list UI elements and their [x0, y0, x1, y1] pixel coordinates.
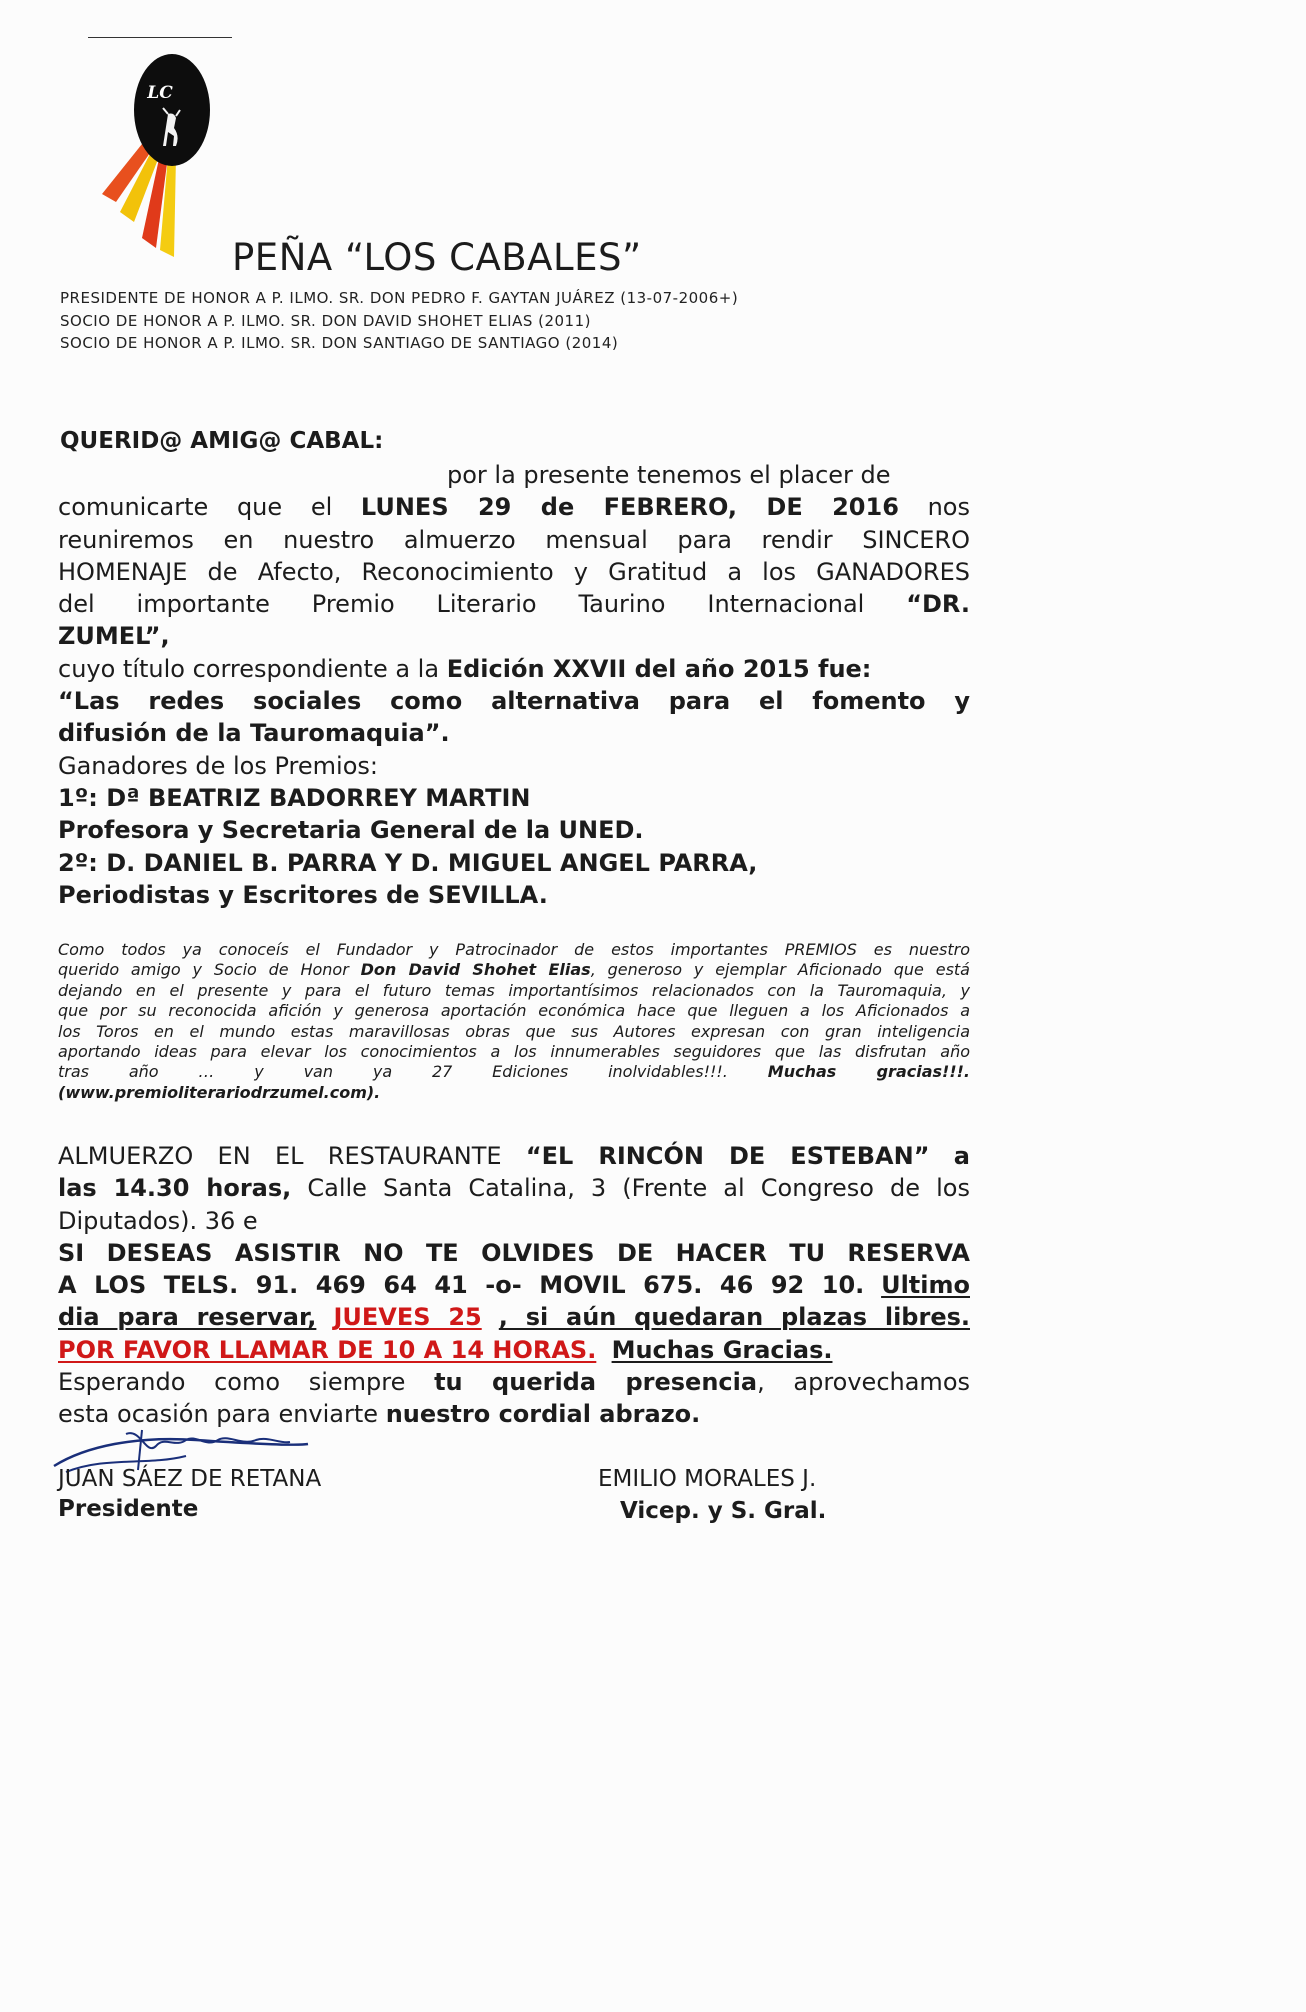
- intro-line-2: [58, 491, 970, 523]
- prize-intro: del importante Premio Literario Taurino Internacional: [58, 590, 865, 619]
- greeting: QUERID@ AMIG@ CABAL:: [60, 428, 384, 454]
- thanks-note: Muchas Gracias.: [611, 1335, 833, 1364]
- tribute-line-7: [58, 1062, 970, 1082]
- top-rule: [88, 37, 232, 38]
- intro-text: comunicarte que el: [58, 493, 333, 522]
- body-line-7: [58, 653, 970, 685]
- closing-text-end: , aprovechamos: [757, 1368, 971, 1397]
- founder-name: Don David Shohet Elias: [360, 960, 591, 980]
- honor-line-socio-santiago: SOCIO DE HONOR A P. ILMO. SR. DON SANTIAGO DE SANTIAGO (2014): [60, 334, 619, 352]
- phone-numbers: A LOS TELS. 91. 469 64 41 -o- MOVIL 675. 46 92 10.: [58, 1271, 865, 1300]
- vice-president-name: EMILIO MORALES J.: [598, 1466, 817, 1492]
- reserve-line-1: [58, 1237, 970, 1269]
- body-line-4: HOMENAJE de Afecto, Reconocimiento y Gratitud a los GANADORES: [58, 557, 970, 586]
- lunch-connector: a: [953, 1142, 970, 1170]
- call-hours: POR FAVOR LLAMAR DE 10 A 14 HORAS.: [58, 1335, 597, 1364]
- winner-2-role-text: Periodistas y Escritores de SEVILLA.: [58, 880, 548, 909]
- editions-count: tras año … y van ya 27 Ediciones inolvidables!!!.: [58, 1062, 728, 1082]
- last-day-text-2: dia para reservar,: [58, 1303, 317, 1332]
- tribute-text-end: , generoso y ejemplar Aficionado que está: [590, 960, 970, 980]
- winner-2: [58, 847, 970, 879]
- last-day-text: Ultimo: [881, 1271, 970, 1300]
- intro-text-end: nos: [927, 493, 970, 522]
- reserve-line-3: [58, 1301, 970, 1333]
- theme-line-1: [58, 685, 970, 717]
- tribute-text: querido amigo y Socio de Honor: [58, 960, 349, 980]
- lunch-line-2: [58, 1172, 970, 1204]
- president-name: JUAN SÁEZ DE RETANA: [58, 1466, 322, 1492]
- tribute-line-2: [58, 960, 970, 980]
- meeting-date: LUNES 29 de FEBRERO, DE 2016: [360, 493, 899, 522]
- vice-president-role: Vicep. y S. Gral.: [620, 1498, 827, 1524]
- prize-name-end: ZUMEL”,: [58, 622, 170, 651]
- pena-logo: [98, 52, 222, 257]
- closing-line-1: [58, 1366, 970, 1398]
- closing-text: Esperando como siempre: [58, 1368, 406, 1397]
- winner-2-role: [58, 879, 970, 911]
- body-line-3: reuniremos en nuestro almuerzo mensual para rendir SINCERO: [58, 525, 970, 554]
- tribute-line-4: que por su reconocida afición y generosa aportación económica hace que lleguen a los Aficionados a: [58, 1001, 970, 1021]
- tribute-line-5: los Toros en el mundo estas maravillosas obras que sus Autores expresan con gran inteligencia: [58, 1021, 970, 1041]
- winner-1: [58, 782, 970, 814]
- winner-1-role-text: Profesora y Secretaria General de la UNED.: [58, 816, 644, 845]
- honor-line-socio-shohet: SOCIO DE HONOR A P. ILMO. SR. DON DAVID SHOHET ELIAS (2011): [60, 312, 591, 330]
- edition: Edición XXVII del año 2015 fue:: [446, 654, 872, 683]
- winner-2-name: 2º: D. DANIEL B. PARRA Y D. MIGUEL ANGEL PARRA,: [58, 848, 758, 877]
- closing-hug: nuestro cordial abrazo.: [385, 1400, 701, 1429]
- lunch-intro: ALMUERZO EN EL RESTAURANTE: [58, 1142, 502, 1170]
- logo-initials: LC: [147, 83, 173, 103]
- theme-end: difusión de la Tauromaquia”.: [58, 719, 450, 748]
- tribute-line-1: Como todos ya conoceís el Fundador y Patrocinador de estos importantes PREMIOS es nuestro: [58, 940, 970, 959]
- winners-heading: Ganadores de los Premios:: [58, 751, 378, 780]
- restaurant-address: Calle Santa Catalina, 3 (Frente al Congreso de los: [307, 1174, 970, 1203]
- lunch-line-1: [58, 1140, 970, 1172]
- lunch-line-3: Diputados). 36 e: [58, 1206, 258, 1235]
- theme-line-2: [58, 717, 970, 749]
- president-role: Presidente: [58, 1496, 199, 1522]
- prize-name-start: “DR.: [906, 590, 970, 619]
- body-line-5: [58, 588, 970, 620]
- theme-start: “Las redes sociales como alternativa para el fomento y: [58, 687, 970, 716]
- edition-intro: cuyo título correspondiente a la: [58, 654, 440, 683]
- org-title: PEÑA “LOS CABALES”: [232, 236, 642, 279]
- winner-1-role: [58, 814, 970, 846]
- presence-text: tu querida presencia: [434, 1368, 758, 1397]
- last-day-text-3: , si aún quedaran plazas libres.: [498, 1303, 970, 1332]
- reserve-text: SI DESEAS ASISTIR NO TE OLVIDES DE HACER TU RESERVA: [58, 1238, 970, 1267]
- reserve-line-2: [58, 1269, 970, 1301]
- reserve-line-4: [58, 1334, 970, 1366]
- honor-line-president: PRESIDENTE DE HONOR A P. ILMO. SR. DON PEDRO F. GAYTAN JUÁREZ (13-07-2006+): [60, 289, 739, 307]
- website-link: (www.premioliterariodrzumel.com).: [58, 1082, 381, 1102]
- intro-line-1: por la presente tenemos el placer de: [447, 461, 891, 489]
- tribute-line-6: aportando ideas para elevar los conocimientos a los innumerables seguidores que las disfrutan año: [58, 1042, 970, 1062]
- lunch-details: [58, 1140, 970, 1431]
- restaurant-name: “EL RINCÓN DE ESTEBAN”: [525, 1142, 930, 1170]
- tribute-line-3: dejando en el presente y para el futuro temas importantísimos relacionados con la Tauromaquia, y: [58, 980, 970, 1000]
- lunch-time: las 14.30 horas,: [58, 1174, 292, 1203]
- tribute-thanks: Muchas gracias!!!.: [767, 1062, 971, 1082]
- website-line: [58, 1083, 970, 1103]
- body-line-6: [58, 620, 970, 652]
- reservation-deadline: JUEVES 25: [333, 1303, 482, 1332]
- closing-text-2: esta ocasión para enviarte: [58, 1400, 379, 1429]
- winner-1-name: 1º: Dª BEATRIZ BADORREY MARTIN: [58, 783, 531, 812]
- letter-body: [58, 459, 970, 911]
- tribute-paragraph: [58, 940, 970, 1103]
